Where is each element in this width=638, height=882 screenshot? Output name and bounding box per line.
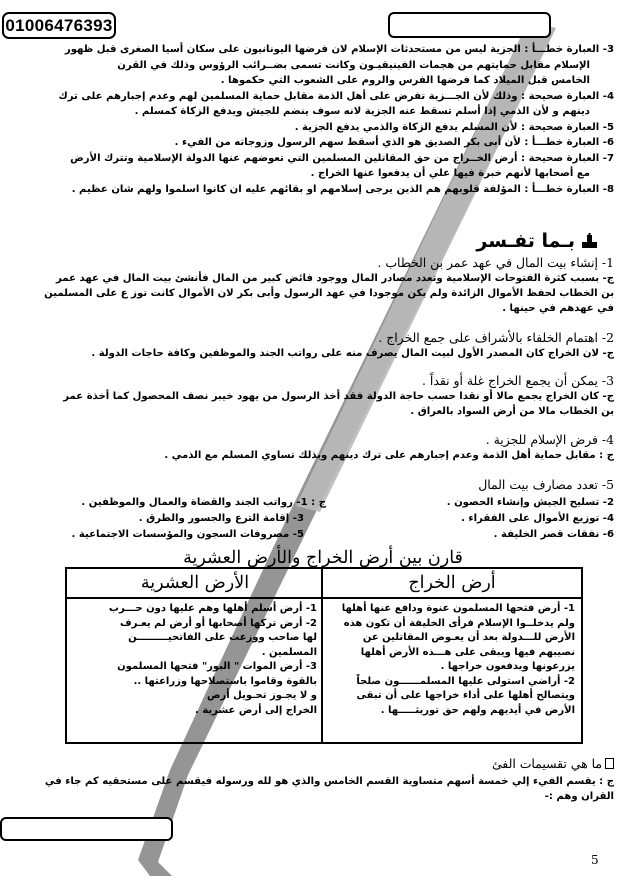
expenditure-item: 4- توزيع الأموال على الفقراء . <box>461 513 614 524</box>
answer-line: ج- كان الخراج يجمع مالا أو نقدا حسب حاجة الدولة فقد أخذ الرسول من يهود خيبر نصف المحصول كما أخذة عمر <box>63 391 614 402</box>
table-line: ولم يدخلــوا الإسلام فرأى الخليفة أن تكون هذه <box>343 617 575 629</box>
table-line: المسلمين . <box>261 646 317 658</box>
answer-line: ج : مقابل حماية أهل الذمة وعدم إجبارهم على ترك دينهم وبذلك تساوي المسلم مع الذمي . <box>164 450 614 461</box>
table-line: و لا يجـوز تحـويل أرض <box>207 690 317 701</box>
kharaj-body <box>323 599 581 718</box>
table-line: يزرعونها ويدفعون خراجها . <box>440 661 575 672</box>
question-text: 5- تعدد مصارف بيت المال <box>478 477 614 492</box>
answer-item: 5- العبارة صحيحة : لأن المسلم يدفع الزكاة والذمي يدفع الجزية . <box>294 121 614 133</box>
bottom-empty-box <box>0 817 173 841</box>
phone-number-box: 01006476393 <box>2 12 116 39</box>
expenditure-item: 3- إقامة الترع والجسور والطرق . <box>138 513 304 524</box>
answer-item: 6- العبارة خطـــأ : لأن أبى بكر الصديق هو الذي أسقط سهم الرسول وزوجاته من الفيء . <box>174 137 614 148</box>
table-line: 1- أرض فتحها المسلمون عنوة ودافع عنها أهلها <box>341 603 575 614</box>
table-line: الخراج إلى أرض عشرية . <box>195 704 317 716</box>
comparison-title: قارن بين أرض الخراج والأرض العشرية <box>183 548 463 568</box>
explain-item-4 <box>16 431 614 463</box>
expenditures-row <box>16 495 614 511</box>
final-question <box>16 755 614 772</box>
page-number: 5 <box>591 853 599 867</box>
kharaj-header: أرض الخراج <box>323 569 581 599</box>
explain-item-1 <box>16 254 614 316</box>
question-text: 2- اهتمام الخلفاء بالأشراف على جمع الخراج . <box>378 330 614 345</box>
checkbox-icon <box>605 758 614 769</box>
answer-line: ج : يقسم الفيء إلي خمسة أسهم متساوية القسم الخامس والذي هو لله ورسوله فيقسم على مستحقيه كم جاء في <box>44 776 614 787</box>
expenditure-item: 6- نفقات قصر الخليفة . <box>493 529 614 540</box>
answer-item: 4- العبارة صحيحة : وذلك لأن الجـــزية تفرض على أهل الذمة مقابل حماية المسلمين لهم وعدم إجبارهم على ترك <box>58 90 614 102</box>
explain-item-3 <box>16 372 614 419</box>
question-text: 3- يمكن أن يجمع الخراج غلة أو نقداً . <box>422 373 614 388</box>
ushr-column <box>67 569 323 742</box>
table-line: 3- أرض الموات " البور" فتحها المسلمون <box>117 661 317 672</box>
expenditure-item: 5- مصروفات السجون والمؤسسات الاجتماعية . <box>71 529 304 540</box>
ushr-header: الأرض العشرية <box>67 569 323 599</box>
answer-item: 7- العبارة صحيحة : أرض الخــراج من حق المقاتلين المسلمين التي تعوضهم عنها الدولة الإسلامية وتترك الأرض <box>70 152 614 164</box>
answer-line: الخامس قبل الميلاد كما فرضها الفرس والروم على الشعوب التي حكموها . <box>220 75 590 86</box>
expenditure-item: 2- تسليح الجيش وإنشاء الحصون . <box>446 497 614 508</box>
table-line: ويتصالح أهلها على أداء خراجها على أن تبقى <box>356 690 575 701</box>
section-heading-text: بـما تفـسر <box>476 230 575 252</box>
expenditures-row <box>16 527 614 543</box>
table-line: 2- أراضي استولى عليها المسلمــــــون صلحاً <box>356 675 575 687</box>
table-line: لها صاحب ووزعت على الفاتحيـــــــــن <box>128 632 317 643</box>
answer-line: الإسلام مقابل حمايتهم من هجمات الفينيقيـون وكانت تسمى بضــرائب الرؤوس وذلك في القرن <box>117 59 590 71</box>
section-heading <box>398 230 598 252</box>
answer-item: 8- العبارة خطـــأ : المؤلفة قلوبهم هم الذين يرجى إسلامهم او بقائهم عليه ان كانوا اسلموا ولهم شان عظيم . <box>71 183 614 195</box>
answer-line: ج- لان الخراج كان المصدر الأول لبيت المال يصرف منه على رواتب الجند والموظفين وكافة حاجات الدولة . <box>91 348 614 359</box>
table-line: الأرض في أيديهم ولهم حق توريثـــــها . <box>380 704 575 716</box>
table-line: الأرض للـــدولة بعد أن يعـوض المقاتلين عن <box>362 632 575 643</box>
kharaj-column <box>321 569 581 742</box>
comparison-table <box>65 567 583 744</box>
answer-line: بن الخطاب لحفظ الأموال الزائدة ولم يكن موجودا في عهد الرسول وأبى بكر لان الأموال كانت توز ع على المسلمين <box>44 288 614 299</box>
final-question-block <box>16 755 614 804</box>
explain-item-5 <box>16 476 614 493</box>
table-line: بالقوة وقاموا باستصلاحها وزراعتها .. <box>133 675 317 687</box>
table-line: 1- أرض أسلم أهلها وهم عليها دون حـــرب <box>108 603 317 614</box>
answer-line: بن الخطاب مالا من أرض السواد بالعراق . <box>410 406 614 417</box>
question-text: 1- إنشاء بيت المال في عهد عمر بن الخطاب . <box>377 255 614 270</box>
expenditures-row <box>16 511 614 527</box>
question-text: 4- فرض الإسلام للجزية . <box>485 432 614 447</box>
explain-item-2 <box>16 329 614 361</box>
ushr-body <box>67 599 323 718</box>
answer-line: القران وهم :- <box>544 791 614 802</box>
answers-block <box>19 42 614 197</box>
answer-line: ج- بسبب كثرة الفتوحات الإسلامية وتعدد مصادر المال ووجود فائض كبير من المال فأنشئ بيت المال في عهد عمر <box>56 273 614 284</box>
answer-line: دينهم و لأن الذمي إذا أسلم تسقط عنه الجزية لانه سوف ينضم للجيش ويدفع الزكاة كمسلم . <box>134 106 590 117</box>
table-line: نصيبهم فيها ويبقى على هـــذه الأرض أهلها <box>360 646 575 658</box>
answer-item: 3- العبارة خطـــأ : الجزية ليس من مستحدثات الإسلام لان فرضها اليونانيون على سكان أسيا الصغرى قبل ظهور <box>64 44 614 55</box>
top-empty-box <box>388 12 551 38</box>
final-question-text: ما هي تقسيمات الفئ <box>491 756 602 771</box>
writing-hand-icon <box>581 233 598 249</box>
expenditure-item: ج : 1- رواتب الجند والقضاة والعمال والموظفين . <box>81 497 326 508</box>
answer-line: في عهدهم في حينها . <box>502 303 614 314</box>
expenditures-list <box>16 495 614 543</box>
answer-line: مع أصحابها لأنهم خبرة فيها علي أن يدفعوا عنها الخراج . <box>310 168 590 179</box>
table-line: 2- أرض تركها أصحابها أو أرض لم يعـرف <box>120 617 317 629</box>
